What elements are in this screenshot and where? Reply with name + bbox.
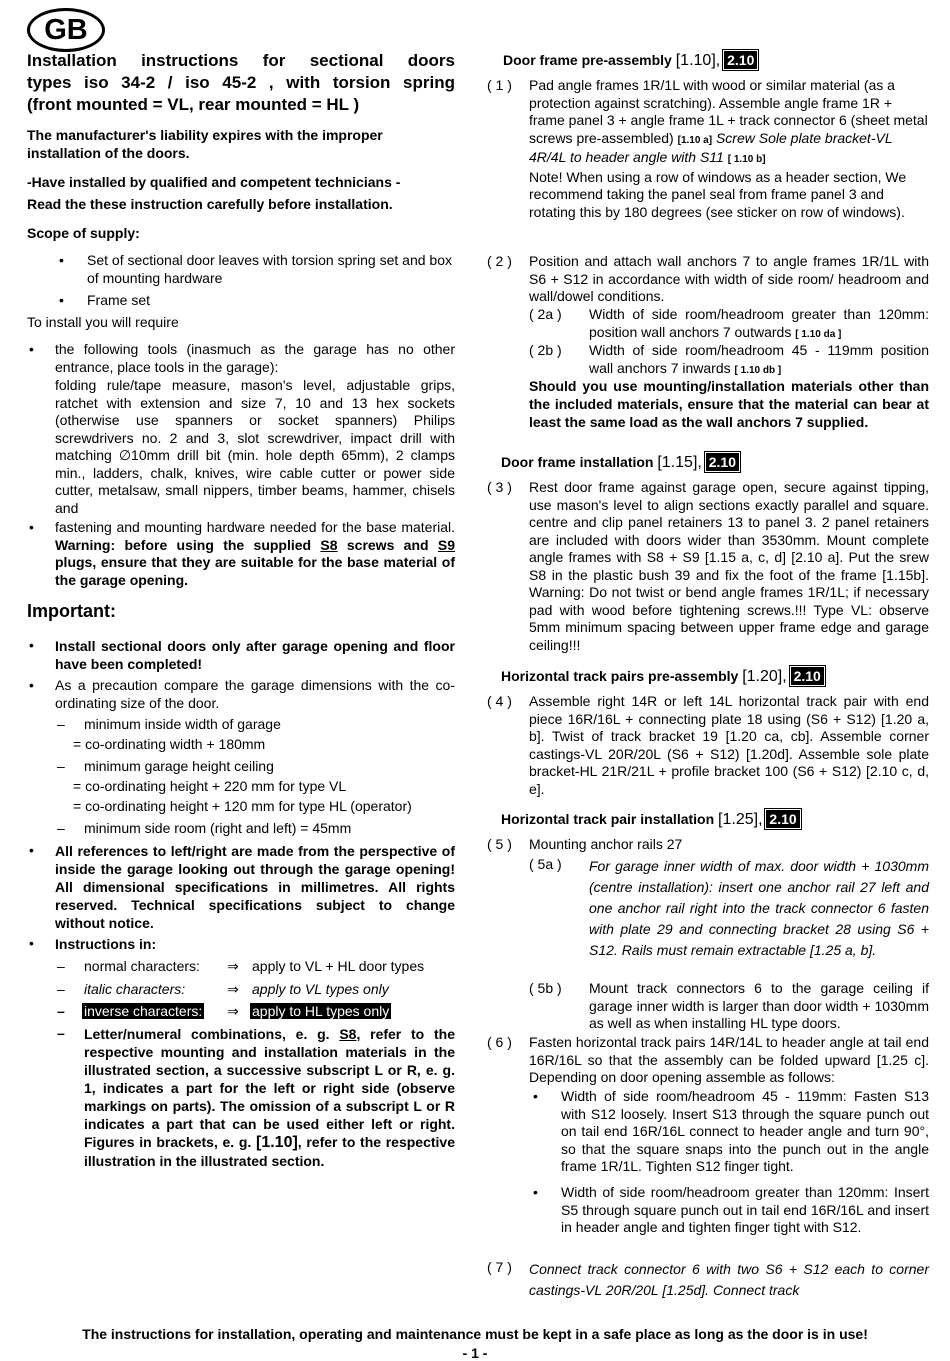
- bullet: •: [29, 935, 34, 951]
- scope-heading: Scope of supply:: [27, 225, 140, 241]
- dim-2: = co-ordinating width + 180mm: [73, 736, 266, 752]
- step-5b: Mount track connectors 6 to the garage ceiling if garage inner width is larger than door width + 1030mm as well as when installing HL type doors.: [589, 980, 929, 1031]
- instructions-heading: Instructions in:: [55, 936, 157, 952]
- scope-item-2: Frame set: [87, 292, 151, 308]
- step-number: ( 2a ): [529, 306, 562, 322]
- footer-note: The instructions for installation, operating and maintenance must be kept in a safe place as long as the door is in use!: [82, 1326, 868, 1342]
- step-6-option-1: Width of side room/headroom 45 - 119mm: Fasten S13 with S12 loosely. Insert S13 through the square punch out on tail end 16R/16L connect to header angle and turn 90°, so that the square snaps into the punch out in the angle frame 1R/1L. Tighten S12 finger tight.: [561, 1088, 929, 1174]
- step-number: ( 6 ): [487, 1034, 512, 1050]
- tools-list: folding rule/tape measure, mason's level, adjustable grips, ratchet with extension and size 7, 10 and 13 hex sockets (otherwise use spanners or socket spanners) Philips screwdrivers no. 2 and 3, slot screwdriver, impact drill with matching ∅10mm drill bit (min. hole depth 65mm), 2 clamps min., ladders, chalk, knives, wire cable cutter or power side cutter, metalsaw, small nippers, timber beams, hammer, chisels and: [55, 377, 455, 516]
- step-6-option-2: Width of side room/headroom greater than 120mm: Insert S5 through square punch out in tail end 16R/16L and insert in header angle and tighten finger tight with S12.: [561, 1184, 929, 1235]
- part-ref-s8: S8: [320, 536, 338, 553]
- title-line-2: types iso 34-2 / iso 45-2 , with torsion spring: [27, 73, 455, 92]
- step-5: Mounting anchor rails 27: [529, 836, 683, 852]
- important-3: All references to left/right are made from the perspective of inside the garage looking out through the garage opening! All dimensional specifications in millimetres. All rights reserved. Technical specifications subject to change without notice.: [55, 843, 455, 931]
- liability-note: The manufacturer's liability expires with the improper installation of the doors.: [27, 127, 383, 161]
- figure-ref-box: 2.10: [706, 453, 739, 471]
- dash: –: [57, 1025, 65, 1041]
- country-badge: GB: [27, 8, 105, 52]
- step-6: Fasten horizontal track pairs 14R/14L to header angle at tail end 16R/16L so that the assembly can be folded upward [1.25 c]. Depending on door opening assemble as follows:: [529, 1034, 929, 1085]
- bullet: •: [29, 637, 34, 653]
- step-number: ( 3 ): [487, 479, 512, 495]
- important-2: As a precaution compare the garage dimensions with the co-ordinating size of the door.: [55, 677, 455, 711]
- dash: –: [57, 1003, 65, 1019]
- part-ref-s8: S8: [339, 1026, 357, 1042]
- step-number: ( 5 ): [487, 836, 512, 852]
- heading-door-frame-pre-assembly: Door frame pre-assembly [1.10], 2.10: [503, 52, 757, 70]
- dash: –: [57, 716, 65, 732]
- dash: –: [57, 758, 65, 774]
- dash: –: [57, 820, 65, 836]
- scope-item-1: Set of sectional door leaves with torsion spring set and box of mounting hardware: [87, 252, 452, 286]
- step-5a: For garage inner width of max. door width + 1030mm (centre installation): insert one anchor rail 27 left and one anchor rail right into the track connector 6 fasten with plate 29 and connecting bracket 28 using S6 + S12. Rails must remain extractable [1.25 a, b].: [589, 858, 929, 958]
- heading-horizontal-track-pre-assembly: Horizontal track pairs pre-assembly [1.20], 2.10: [501, 668, 824, 686]
- important-1: Install sectional doors only after garage opening and floor have been completed!: [55, 638, 455, 672]
- step-3: Rest door frame against garage open, secure against tipping, use mason's level to align sections exactly parallel and square. centre and clip panel retainers 13 to panel 3. 2 panel retainers are included with doors wider than 3530mm. Mount complete angle frames with S8 + S9 [1.15 a, c, d] [2.10 a]. Put the srew S8 in the plastic bush 39 and fix the foot of the frame [1.15b]. Warning: Do not twist or bend angle frames 1R/1L; if necessary pad with wood before tightening screws.!!! Type VL: observe 5mm minimum spacing between upper frame edge and garage ceiling!!!: [529, 479, 929, 653]
- figure-ref: [1.10]: [256, 1134, 298, 1151]
- dim-3: minimum garage height ceiling: [84, 758, 274, 774]
- arrow-icon: ⇒: [227, 958, 239, 974]
- dim-6: minimum side room (right and left) = 45mm: [84, 820, 352, 836]
- step-number: ( 1 ): [487, 77, 512, 93]
- step-2-warning: Should you use mounting/installation materials other than the included materials, ensure that the material can bear at least the same load as the wall anchors 7 supplied.: [529, 378, 929, 430]
- arrow-icon: ⇒: [227, 1003, 239, 1019]
- legend-normal-desc: apply to VL + HL door types: [252, 958, 425, 974]
- step-7: Connect track connector 6 with two S6 + S12 each to corner castings-VL 20R/20L [1.25d]. Connect track: [529, 1261, 929, 1298]
- qualified-note: -Have installed by qualified and competent technicians -: [27, 174, 401, 190]
- fastening-paragraph: fastening and mounting hardware needed for the base material. Warning: before using the supplied S8 screws and S9 plugs, ensure that they are suitable for the base material of the garage opening.: [55, 519, 456, 588]
- step-1: Pad angle frames 1R/1L with wood or similar material (as a protection against scratching). Assemble angle frame 1R + frame panel 3 + angle frame 1L + track connector 6 (sheet metal screws pre-assembled) [1.10 a] Screw Sole plate bracket-VL 4R/4L to header angle with S11 [ 1.10 b] Note! When using a row of windows as a header section, We recommend taking the panel seal from frame panel 3 and rotating this by 180 degrees (see sticker on row of windows).: [529, 77, 928, 220]
- dim-5: = co-ordinating height + 120 mm for type HL (operator): [73, 798, 412, 814]
- heading-door-frame-installation: Door frame installation [1.15], 2.10: [501, 454, 739, 472]
- step-2a: Width of side room/headroom greater than 120mm: position wall anchors 7 outwards [ 1.10 da ]: [589, 306, 929, 340]
- read-note: Read the these instruction carefully before installation.: [27, 196, 393, 212]
- title-line-1: Installation instructions for sectional doors: [27, 51, 455, 70]
- figure-ref-box: 2.10: [724, 51, 757, 69]
- legend-italic: italic characters:: [84, 981, 186, 997]
- bullet: •: [29, 842, 34, 858]
- bullet: •: [533, 1088, 538, 1104]
- dim-4: = co-ordinating height + 220 mm for type VL: [73, 778, 347, 794]
- step-number: ( 4 ): [487, 693, 512, 709]
- step-2: Position and attach wall anchors 7 to angle frames 1R/1L with S6 + S12 in accordance with width of side room/ headroom and wall/dowel conditions.: [529, 253, 929, 304]
- dash: –: [57, 981, 65, 997]
- step-number: ( 2 ): [487, 253, 512, 269]
- bullet: •: [29, 519, 34, 535]
- legend-inverse-desc: apply to HL types only: [252, 1003, 390, 1019]
- dim-1: minimum inside width of garage: [84, 716, 281, 732]
- step-number: ( 5b ): [529, 980, 562, 996]
- heading-horizontal-track-installation: Horizontal track pair installation [1.25], 2.10: [501, 811, 800, 829]
- bullet: •: [59, 252, 64, 268]
- step-number: ( 5a ): [529, 856, 562, 872]
- bullet: •: [59, 292, 64, 308]
- legend-italic-desc: apply to VL types only: [252, 981, 389, 997]
- document-title: [27, 50, 455, 116]
- require-line: To install you will require: [27, 314, 179, 330]
- legend-normal: normal characters:: [84, 958, 200, 974]
- figure-ref-box: 2.10: [766, 810, 799, 828]
- step-2b: Width of side room/headroom 45 - 119mm position wall anchors 7 inwards [ 1.10 db ]: [589, 342, 929, 376]
- step-number: ( 2b ): [529, 342, 562, 358]
- step-4: Assemble right 14R or left 14L horizontal track pair with end piece 16R/16L + connecting plate 18 using (S6 + S12) [1.20 a, b]. Twist of track bracket 19 [1.20 ca, cb]. Assemble corner castings-VL 20R/20L (S6 + S12) [1.20d]. Assemble sole plate bracket-HL 21R/21L + profile bracket 100 (S6 + S12) [2.10 c, d, e].: [529, 693, 929, 797]
- dash: –: [57, 958, 65, 974]
- page-number: - 1 -: [462, 1345, 488, 1361]
- bullet: •: [533, 1184, 538, 1200]
- arrow-icon: ⇒: [227, 981, 239, 997]
- letter-paragraph: Letter/numeral combinations, e. g. S8, refer to the respective mounting and installation materials in the illustrated section, a successive subscript L or R, e. g. 1, indicates a part for the left or right side (observe markings on parts). The omission of a subscript L or R indicates a part that can be used either left or right. Figures in brackets, e. g. [1.10], refer to the respective illustration in the illustrated section.: [84, 1026, 456, 1169]
- title-line-3: (front mounted = VL, rear mounted = HL ): [27, 95, 360, 114]
- important-heading: Important:: [27, 601, 116, 621]
- step-number: ( 7 ): [487, 1259, 512, 1275]
- bullet: •: [29, 341, 34, 357]
- part-ref-s9: S9: [437, 536, 456, 553]
- figure-ref-box: 2.10: [791, 667, 824, 685]
- legend-inverse: inverse characters:: [84, 1003, 203, 1019]
- tools-intro: the following tools (inasmuch as the garage has no other entrance, place tools in the garage):: [55, 341, 455, 375]
- bullet: •: [29, 677, 34, 693]
